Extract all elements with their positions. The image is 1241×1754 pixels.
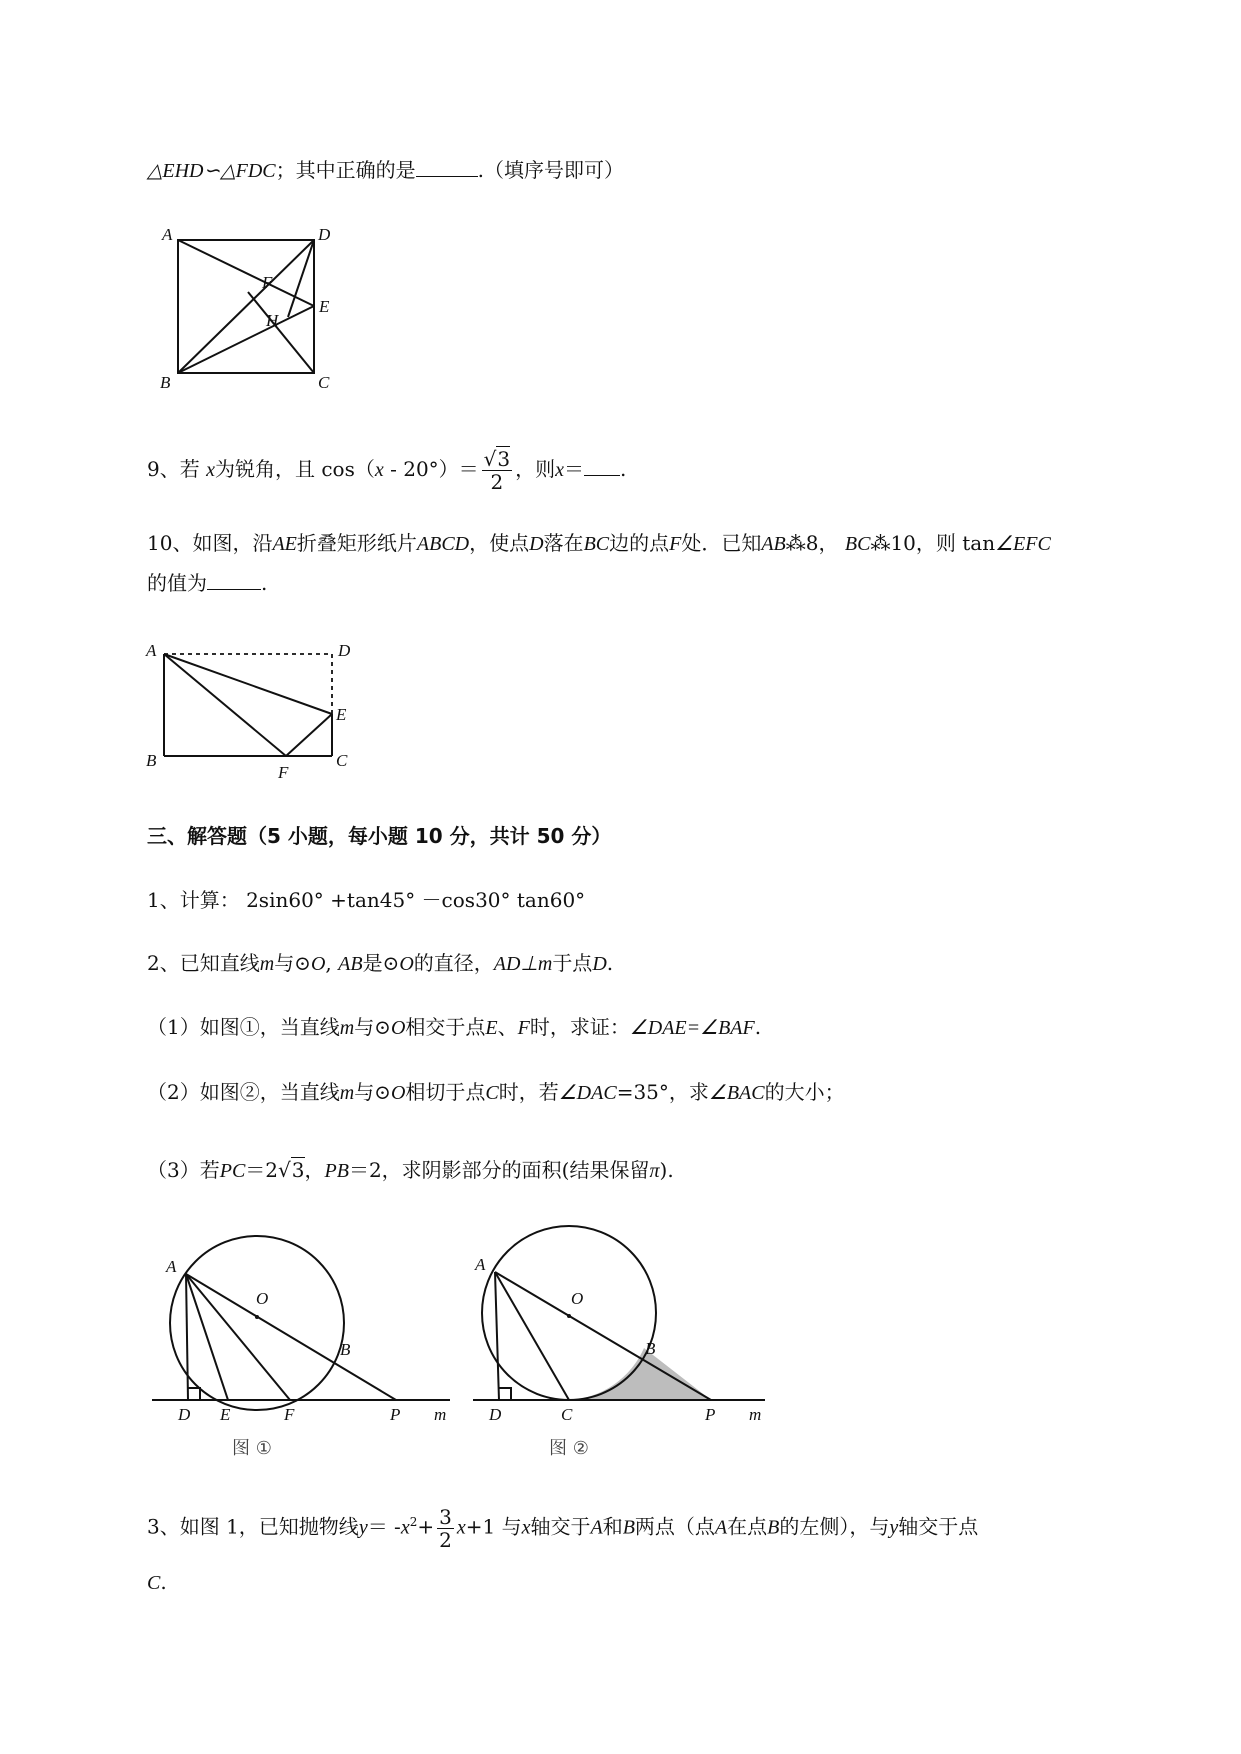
p2-d: 是⊙ — [362, 951, 400, 975]
p3-i: 的左侧），与 — [779, 1514, 890, 1539]
p3-j: 轴交于点 — [898, 1514, 979, 1539]
p21-f: . — [754, 1015, 762, 1039]
p3-a: 3、如图 1，已知抛物线 — [147, 1514, 359, 1539]
problem-2 — [147, 949, 613, 978]
p22-f: 的大小； — [764, 1080, 845, 1104]
q10-answer-blank[interactable] — [207, 571, 261, 590]
p3-b2: B — [767, 1516, 780, 1539]
q10-text-g: ，则 tan — [915, 531, 996, 555]
q9-mid: 为锐角，且 cos（ — [214, 457, 375, 481]
label-o4: O — [571, 1289, 584, 1308]
sqrt-icon: √3 — [278, 1158, 305, 1182]
label-p3: P — [390, 1405, 401, 1424]
p22-b: 与⊙ — [354, 1080, 391, 1104]
p3-ya: y — [889, 1516, 899, 1539]
label-c: C — [318, 373, 330, 392]
p2-o: O — [310, 953, 326, 975]
label-d: D — [318, 225, 331, 244]
q10-line1 — [147, 529, 1051, 558]
p23-a: （3）若 — [147, 1158, 220, 1182]
p2-ab: AB — [338, 953, 363, 975]
p23-pi: π — [649, 1160, 660, 1182]
segment-ap2 — [495, 1272, 711, 1400]
p21-e: 时，求证： — [529, 1015, 630, 1039]
p2-b: 与⊙ — [274, 951, 311, 975]
label-a: A — [162, 225, 173, 244]
p3-x: x — [400, 1516, 410, 1539]
q10-text-d: 落在 — [543, 531, 584, 555]
p2-f: 于点 — [552, 951, 593, 975]
square-figure — [150, 222, 350, 392]
sqrt-icon: √3 — [483, 447, 511, 471]
p22-m: m — [339, 1082, 355, 1104]
p3-c-pt: C — [147, 1572, 161, 1594]
p3-h: 在点 — [727, 1514, 768, 1539]
p21-eq: ∠DAE=∠BAF — [629, 1017, 755, 1039]
label-o3: O — [256, 1289, 269, 1308]
q10-line2 — [147, 569, 267, 597]
label-a4: A — [475, 1255, 486, 1274]
q9-suffix: ，则 — [515, 457, 556, 481]
q10-ab: AB — [761, 533, 786, 555]
p21-e-pt: E — [485, 1017, 498, 1039]
problem-2-part-1 — [147, 1013, 761, 1042]
label-b3: B — [340, 1340, 351, 1359]
label-b2: B — [146, 751, 157, 770]
p3-y: y — [358, 1516, 368, 1539]
p2-a: 2、已知直线 — [147, 951, 260, 975]
problem-2-part-2 — [147, 1078, 845, 1107]
label-h: H — [266, 311, 279, 330]
q9-eq: ＝ — [564, 457, 585, 481]
circle-figure-1 — [150, 1220, 460, 1460]
label-f2: F — [278, 763, 289, 782]
p23-pc: PC — [219, 1160, 246, 1182]
p21-f-pt: F — [517, 1017, 530, 1039]
problem-3-line2 — [147, 1568, 167, 1597]
p3-x2: x — [456, 1516, 466, 1539]
segment-ac — [495, 1272, 569, 1400]
segment-ad — [186, 1274, 188, 1400]
p21-o: O — [390, 1017, 406, 1039]
p3-g: 两点（点 — [634, 1514, 715, 1539]
p22-d: 时，若 — [498, 1080, 559, 1104]
segment-ae — [178, 240, 314, 306]
p3-fraction: $\frac{3}{2}$ — [439, 1504, 452, 1552]
q10-line2-text: 的值为 — [147, 571, 207, 595]
p23-pb: PB — [324, 1160, 349, 1182]
q10-bc: BC — [583, 533, 610, 555]
p2-adm: AD⊥m — [493, 953, 553, 975]
label-a2: A — [146, 641, 157, 660]
circle-figure-2 — [465, 1220, 775, 1460]
q10-abcd: ABCD — [416, 533, 470, 555]
q9-line — [147, 448, 626, 493]
p22-ang: ∠DAC — [558, 1082, 617, 1104]
label-f3: F — [284, 1405, 295, 1424]
q8-answer-blank[interactable] — [416, 158, 478, 177]
q9-prefix: 9、若 — [147, 457, 200, 481]
q8-text: ；其中正确的是 — [275, 158, 416, 182]
segment-af — [186, 1274, 290, 1400]
diagonal-bd — [178, 240, 314, 373]
q10-text-c: ，使点 — [469, 531, 530, 555]
p22-o: O — [390, 1082, 406, 1104]
p3-sup: 2 — [409, 1515, 418, 1529]
q10-text-f: 处．已知 — [681, 531, 762, 555]
q10-bc2: BC — [844, 533, 871, 555]
center-dot — [255, 1315, 259, 1319]
p22-c: 相切于点 — [405, 1080, 486, 1104]
label-d3: D — [178, 1405, 191, 1424]
label-d4: D — [489, 1405, 502, 1424]
p3-b-pt: B — [622, 1516, 635, 1539]
q10-ae: AE — [272, 533, 297, 555]
q10-bc-val: ⁂10 — [870, 531, 916, 555]
problem-2-part-3 — [147, 1156, 674, 1185]
label-f: F — [262, 273, 273, 292]
q9-answer-blank[interactable] — [584, 457, 620, 476]
q9-var: x — [206, 459, 215, 481]
p21-a: （1）如图①，当直线 — [147, 1015, 340, 1039]
fold-ae — [164, 654, 332, 714]
segment-ap — [186, 1274, 396, 1400]
q10-d: D — [529, 533, 544, 555]
p3-d: +1 与 — [465, 1514, 522, 1539]
p22-e: =35°，求 — [616, 1080, 709, 1104]
p22-c-pt: C — [485, 1082, 499, 1104]
right-angle-mark — [188, 1388, 200, 1400]
q10-angle: ∠EFC — [995, 533, 1051, 555]
p21-d: 、 — [497, 1015, 518, 1039]
p22-a: （2）如图②，当直线 — [147, 1080, 340, 1104]
label-b4: B — [645, 1339, 656, 1358]
p21-c: 相交于点 — [405, 1015, 486, 1039]
q9-fraction: $\frac{√3}{2}$ — [483, 447, 511, 494]
problem-3-line1 — [147, 1502, 978, 1551]
label-e2: E — [336, 705, 347, 724]
label-a3: A — [166, 1257, 177, 1276]
p3-xa: x — [521, 1516, 531, 1539]
p3-a2: A — [714, 1516, 728, 1539]
p21-m: m — [339, 1017, 355, 1039]
q8-expression: △EHD∽△FDC — [147, 160, 276, 182]
q9-ans-var: x — [555, 459, 565, 481]
q10-line2-end: . — [261, 571, 268, 595]
q9-inner-var: x — [374, 459, 384, 481]
p3-b: ＝ - — [367, 1514, 401, 1539]
q8-after: .（填序号即可） — [477, 158, 624, 182]
q9-end: . — [620, 457, 627, 481]
p3-k: . — [160, 1570, 167, 1594]
q8-tail-line — [147, 156, 624, 185]
p23-e: ). — [659, 1158, 674, 1182]
caption-fig-2: 图 ② — [549, 1438, 589, 1459]
segment-be — [178, 306, 314, 373]
problem-1: 1、计算： 2sin60° +tan45° －cos30° tan60° — [147, 888, 586, 912]
segment-fe — [286, 714, 332, 756]
right-angle-mark-2 — [499, 1388, 511, 1400]
p22-ang2: ∠BAC — [708, 1082, 765, 1104]
segment-fc — [248, 292, 314, 373]
p23-d: ＝2，求阴影部分的面积(结果保留 — [348, 1158, 650, 1182]
p23-b: ＝2 — [245, 1158, 279, 1182]
circle-o2 — [482, 1226, 656, 1400]
circle-o — [170, 1236, 344, 1410]
caption-fig-1: 图 ① — [232, 1438, 272, 1459]
p3-e: 轴交于 — [530, 1514, 591, 1539]
p2-c: , — [325, 951, 339, 975]
rectangle-fold-figure — [140, 632, 370, 782]
p3-c: + — [417, 1514, 435, 1539]
q10-text-e: 边的点 — [609, 531, 670, 555]
q10-ab-val: ⁂8， — [785, 531, 839, 555]
label-e: E — [319, 297, 330, 316]
p3-a-pt: A — [590, 1516, 603, 1539]
label-e3: E — [220, 1405, 231, 1424]
label-c4: C — [561, 1405, 573, 1424]
p2-g: . — [606, 951, 614, 975]
q10-text-a: 10、如图，沿 — [147, 531, 273, 555]
p2-m: m — [259, 953, 275, 975]
label-m3: m — [434, 1405, 447, 1424]
q10-f: F — [669, 533, 682, 555]
label-b: B — [160, 373, 171, 392]
label-d2: D — [338, 641, 351, 660]
label-c2: C — [336, 751, 348, 770]
section-3-heading: 三、解答题（5 小题，每小题 10 分，共计 50 分） — [147, 824, 612, 848]
p2-o2: O — [399, 953, 414, 975]
p23-c: ， — [304, 1158, 325, 1182]
center-dot-2 — [567, 1314, 571, 1318]
q9-inner2: - 20°）＝ — [383, 457, 479, 481]
q10-text-b: 折叠矩形纸片 — [296, 531, 417, 555]
label-p4: P — [705, 1405, 716, 1424]
p2-dpt: D — [592, 953, 607, 975]
segment-af — [164, 654, 286, 756]
p21-b: 与⊙ — [354, 1015, 391, 1039]
shaded-region — [569, 1348, 711, 1400]
label-m4: m — [749, 1405, 762, 1424]
segment-ad2 — [495, 1272, 499, 1400]
p2-e: 的直径， — [413, 951, 494, 975]
p3-f: 和 — [602, 1514, 623, 1539]
